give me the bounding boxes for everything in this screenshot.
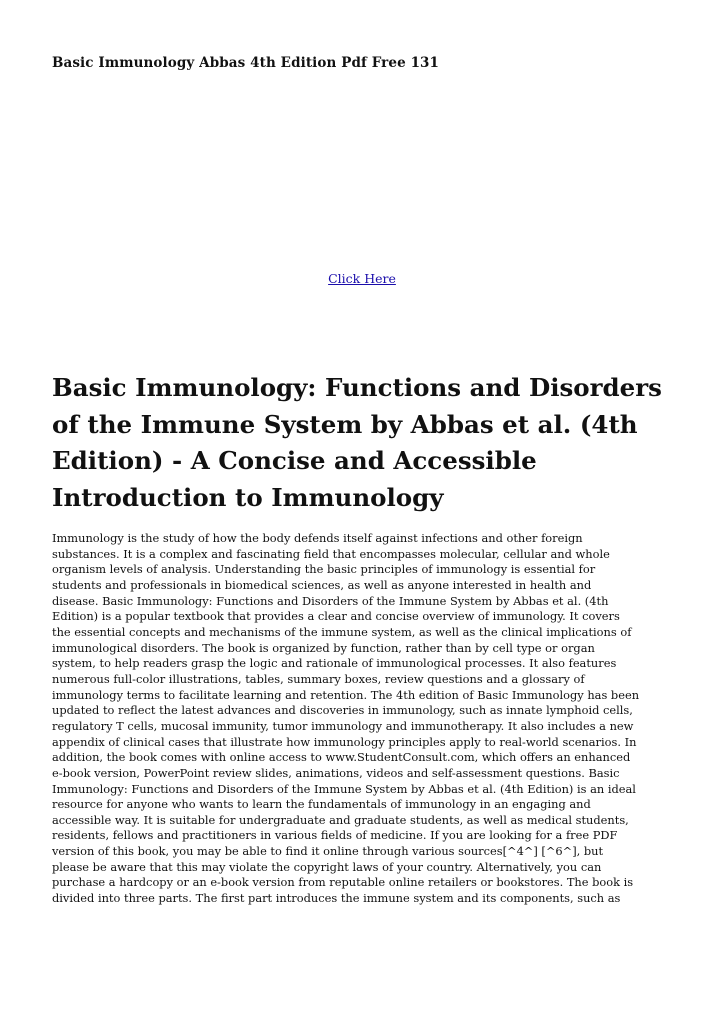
article-body: Immunology is the study of how the body defends itself against infections and other foreign substances. It is a complex and fascinating field that encompasses molecular, cellular and whole organism levels of analysis. Understanding the basic principles of immunology is essential for students and professionals in biomedical sciences, as well as anyone interested in health and disease. Basic Immunology: Functions and Disorders of the Immune System by Abbas et al. (4th Edition) is a popular textbook that provides a clear and concise overview of immunology. It covers the essential concepts and mechanisms of the immune system, as well as the clinical implications of immunological disorders. The book is organized by function, rather than by cell type or organ system, to help readers grasp the logic and rationale of immunological processes. It also features numerous full-color illustrations, tables, summary boxes, review questions and a glossary of immunology terms to facilitate learning and retention. The 4th edition of Basic Immunology has been updated to reflect the latest advances and discoveries in immunology, such as innate lymphoid cells, regulatory T cells, mucosal immunity, tumor immunology and immunotherapy. It also includes a new appendix of clinical cases that illustrate how immunology principles apply to real-world scenarios. In addition, the book comes with online access to www.StudentConsult.com, which offers an enhanced e-book version, PowerPoint review slides, animations, videos and self-assessment questions. Basic Immunology: Functions and Disorders of the Immune System by Abbas et al. (4th Edition) is an ideal resource for anyone who wants to learn the fundamentals of immunology in an engaging and accessible way. It is suitable for undergraduate and graduate students, as well as medical students, residents, fellows and practitioners in various fields of medicine. If you are looking for a free PDF version of this book, you may be able to find it online through various sources[^4^] [^6^], but please be aware that this may violate the copyright laws of your country. Alternatively, you can purchase a hardcopy or an e-book version from reputable online retailers or bookstores. The book is divided into three parts. The first part introduces the immune system and its components, such as [52,531,640,906]
link-container [0,268,724,287]
document-header: Basic Immunology Abbas 4th Edition Pdf Free 131 [52,55,440,71]
click-here-link[interactable]: Click Here [328,271,396,286]
article-title: Basic Immunology: Functions and Disorders of the Immune System by Abbas et al. (4th Edition) - A Concise and Accessible Introduction to Immunology [52,373,662,512]
